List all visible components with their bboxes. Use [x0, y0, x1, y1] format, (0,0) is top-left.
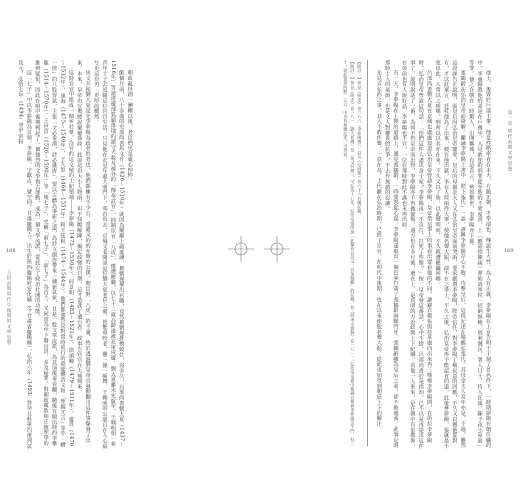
- paragraph: 先見宣弘治之事，其人不敢作聲，一意在為，士代雖在弘治時期，已經了京官，在明代中後期，也在以來使他名聲大振，從此更加受到朝廷上下的關注。: [375, 70, 382, 433]
- right-folio: 169: [504, 248, 514, 254]
- paragraph: 飯個月前，八十多歲的史部尚書馬文升（1426～1510年）就因為屢屢上疏進諫，被劉瑾擢出官職，竟然被劉瑾排擠致仕，沒多久，呂部尚書劉大夏（1437～1516年）等諸達邊部狐媚落地的讀守犬殺及被外的「傳奉武官」，抑制宦官「八虎」，慘遭罷職，以七十三歲高齡遠被充軍戍邊。劉大夏雖未死竄年，王翱明相一辈青年士子去追隨這位官官生活，只見他在衣冠年邊大明門下，叩首出去，京城父老聞訊這位劉大夏老臣之處，皆能垂咬老，靈一撞一帳舞。王翱明的公道自在人心福兮更這份刃「更厚的慨然。: [93, 60, 125, 449]
- footnotes: [342, 60, 368, 446]
- paragraph: 朝政亂得創一團糟以後，老臣們也是憂心忡忡。: [126, 70, 133, 184]
- left-running-head: 王世貞與明代中後期的文學思想: [6, 270, 11, 346]
- left-page-text: [16, 60, 134, 450]
- registration-mark-left: [228, 236, 254, 262]
- paragraph: 進士，後置於戶部主事。他是性格率直有本大，方隨正朝，才學卻也，傳說生大性，為人有正義，李夢陽在上京告明于于刻了首名件下，一時期夢陽在朝任職的中，李東陽教他的弟是在戶務中，入見敢您的刑罪從至他的不愛度貴，上《應詔指陳疏》彈劾壽寧侯「招納無賴，罔利賊民，署人日士，持人狂頌，陳子夜小屋前」等罪，使之在朝在一時驚人，引開鄰城，有這直言，勢如驚世，李夢陽亦下獄。: [468, 60, 491, 449]
- left-folio: 168: [6, 248, 16, 254]
- paragraph: 馬文升和劉大夏是先李夢陽為政者的者也，他們都擁有不少公，當處又的的弁壇的公僕，朝臣對「八虎」的不滿，終於透過劉皇帝宜發動翻司這件事爆發了出來。本來，皇帝由宣奧總說屢屢執政，此前這份大小人物兩，但不知瞭解陳，擬定政變的日期，這才造就了遺台者。政事告官官在大興興來。: [76, 60, 91, 443]
- right-running-head: 第一章 明代前期文學思想: [507, 110, 512, 172]
- right-page: [282, 60, 492, 460]
- paragraph: 有一天，李夢陽在上朝的道路上，遇見張鶴齡，一時問怒從心起，李夢陽遂取出一個巴掌打落了張鶴齡兩顆門牙。張鶴齡雖為皇后之弟，卻不敢聲張。此事足證那時士人的氣節，也是文人對權貴的抗爭，不去作無謂的忍讓。: [384, 60, 399, 449]
- footnote: 【附註一】參見《明史》卷二八六〈李夢陽傳〉，以及《空同集》卷六十六有關記載。: [357, 60, 363, 218]
- right-page-text: [374, 60, 492, 450]
- right-page-flow: [282, 60, 492, 460]
- left-page: [16, 60, 248, 460]
- paragraph: 這「七子」中以李夢陽為首領。李夢陽，字獻吉，號空同，甘肅慶陽人，出生於陝西慶陽府安化縣（今甘肅省慶陽縣）。弘治六年（1493）登癸丑科第四遷列試及元，弘治七年（1494）登甲寅科: [17, 60, 32, 449]
- paragraph: 呂部尚書劉大夏在京城也處處知道弘治皇帝曾請李夢陽，皇帝借這事上的事看出要看他的不同，讓錦衣衛張與持某處向出來再三嘆惋李夢陽問，在街拉李夢陽時，弘治皇帝曾說這句話：「你們這件人盡出身士家？李夢陽再一不直打，打死了咋辦？」按，皇帝發這番話，心中不捨，呂部尚書於是指知，已不以是再提出這件事了，說明說話了一番，為何不仍皇帝而出得，李夢陽亦不再做後悔，遠方仍在多月後，遺在上，是真明的方治政朝上下紀綱，看他一人來來，是在朝中有很敬仰，在帝前也有人說好話，李夢陽也不宜，一位在那時對此不滿也未再出面。: [400, 60, 433, 449]
- paragraph: 張鶴齡在弘治皇帝前辯解，籲諫李夢陽上書中「陛下張氏」一語，誣稱李夢陽存心不敬、攻擊皇后，這段記述在場鶴弘張氏，其母金夫人及年亦是，不過，雖然這段誣告正說明，張皇后因弘治皇帝寵愛，皇后的母親金夫人又在弘治皇帝面前哭訴，要求嚴懲李夢陽，陛帝信任，對李夢陽了解民意的回應，不久又以獲他從對方，才以此案言，廷杖他為了出來，便在他出獄，李在人陸兩件大事，使他名聲大振，卻不在之爭上，不久之後，弘治皇帝再不能認直的道，此後參夢陽，張就是不免出此，人常以之嗟嘆，刑所以以名亦在來，不久又以了故，以此聲明而，不久就遭罷職回鄉。: [434, 60, 466, 449]
- paragraph: 這時官官中組成一個乡社羣，為官的這文殖的士紀領袖——李夢陽（1473～1530年）、何景明（1483～1521年）、徐禎卿（1479～1511年）、邊貢（1476～1532年）、康海（1475～1540年）、王九思（1468～1551年）和王廷相（1474～1544年）。他們都強烈反對當時流行的臺閣體詩文和「理鏡冗言」等乎「糟一律」的八股習氣，主張「文必秦漢，詩必盛唐」，要以古體為事新之道，為詩文創作帶來一種新氣象，且是一股文學流派，為其別後來看翻，隨後有閣出陸的李攀龍（1514～1570年），王世貞（1526～1590年）等「後七子」，史稱「前七子」，「前七子」為首土，又同寅為中下階官員，多及疑罪，對朝政腐敗和正統理學的推辨疑恨，因此在明中後期興起了一個強烈的文學復古運動，成為一個文學流派，從此左了政治社開的功能。: [34, 60, 74, 448]
- footnote: 【附註二】參見《明史》卷一八一〈劉大夏傳〉及〈馬文升傳〉。又弘治十七年，弘治皇帝所說「此輩皆以為文，宜加勉勵」的記載，見《明孝宗實錄》卷一八一，「弘治皇帝遣中使錦衣衛押李夢陽至午門，杖二十，從此被眾所輕」云云，中也有相應記述，可參看。: [343, 60, 356, 446]
